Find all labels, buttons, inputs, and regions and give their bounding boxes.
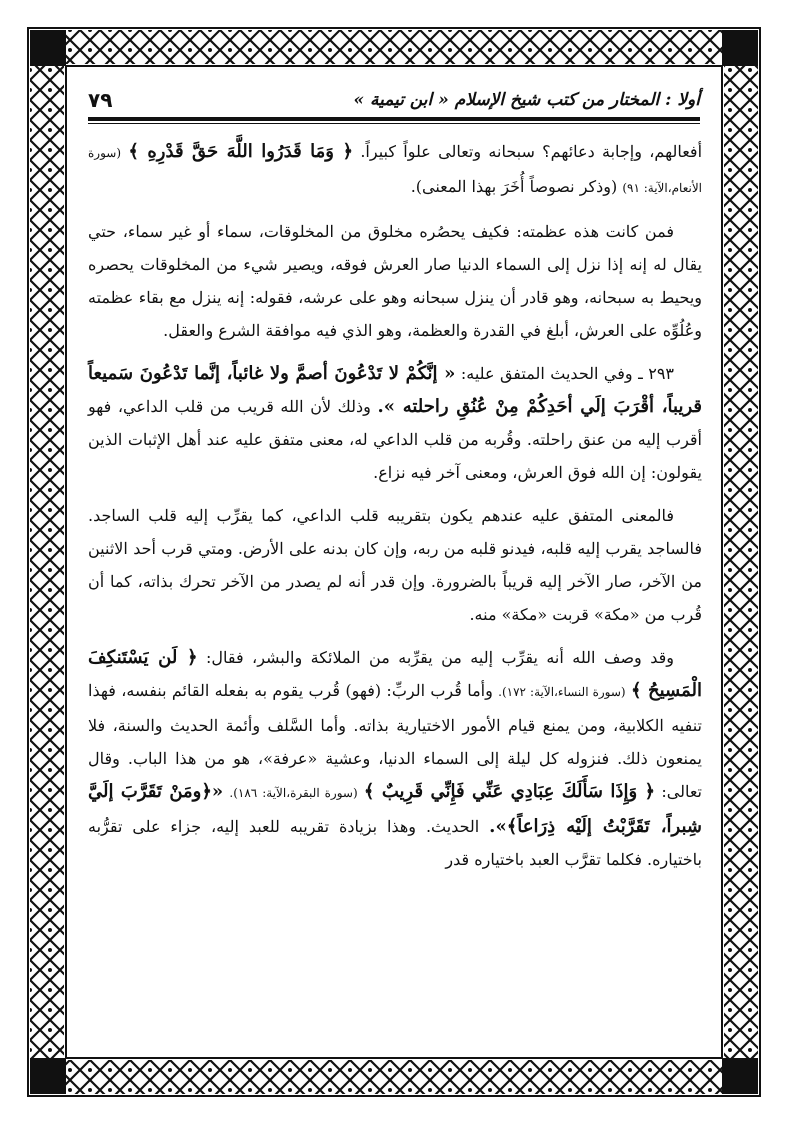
verse-reference-2: (سورة النساء،الآية: ١٧٢). (498, 685, 626, 699)
quran-verse-2: ﴿ لَن يَسْتَنكِفَ الْمَسِيحُ ﴾ (88, 647, 702, 701)
hadith-qudsi: «﴿ومَنْ تَقَرَّبَ إلَيَّ شِبراً، تَقَرَّبْتُ إلَيْه ذِرَاعاً﴾». (88, 781, 703, 837)
page-number: ٧٩ (88, 88, 113, 112)
hadith-text: « إنَّكُمْ لا تَدْعُونَ أصمَّ ولا غائباً، إنَّما تَدْعُونَ سَميعاً قريباً، أقْرَبَ إلَي أحَدِكُمْ مِنْ عُنُقِ راحلته ». (88, 363, 702, 417)
paragraph-5-text-c: الحديث. وهذا بزيادة تقريبه للعبد إليه، جزاء على تقرُّبه باختياره. فكلما تقرَّب العبد باختياره قدر (88, 817, 702, 869)
paragraph-2: فمن كانت هذه عظمته: فكيف يحصُره مخلوق من المخلوقات، سماء أو غير سماء، حتي يقال له إنه إذا نزل إلى السماء الدنيا صار العرش فوقه، ويصير شيء من المخلوقات يحصره ويحيط به سبحانه، وهو قادر أن ينزل سبحانه وهو على عرشه، فقوله: إنه ينزل مع بقاء عظمته وعُلُوِّه على العرش، أبلغ في القدرة والعظمة، وهو الذي فيه موافقة الشرع والعقل. (88, 222, 702, 340)
page-header (88, 86, 700, 116)
running-title: أولا : المختار من كتب شيخ الإسلام « ابن تيمية » (353, 90, 700, 110)
quran-verse-3: ﴿ وَإِذَا سَأَلَكَ عِبَادِي عَنِّي فَإِنِّي قَرِيبٌ ﴾ (363, 781, 656, 802)
header-rule-thin (88, 123, 700, 124)
paragraph-3-text: وذلك لأن الله قريب من قلب الداعي، فهو أقرب إليه من عنق راحلته. وقُربه من قلب الداعي له، معنى متفق عليه عند أهل الإثبات الذين يقولون: إن الله فوق العرش، ومعنى آخر فيه نزاع. (88, 397, 702, 482)
header-rule-thick (88, 117, 700, 121)
paragraph-4: فالمعنى المتفق عليه عندهم يكون بتقريبه قلب الداعي، كما يقرِّب إليه قلب الساجد. فالساجد يقرب إليه قلبه، فيدنو قلبه من ربه، وإن كان بدنه على الأرض. ومتي قرب أحد الاثنين من الآخر، صار الآخر إليه قريباً بالضرورة. وإن قدر أنه لم يصدر من الآخر تحرك بذاته، كما أن قُرب من «مكة» قربت «مكة» منه. (88, 506, 702, 624)
paragraph-1 (88, 135, 702, 205)
verse-reference-3: (سورة البقرة،الآية: ١٨٦). (229, 786, 358, 800)
paragraph-3 (88, 357, 702, 489)
paragraph-1-text: أفعالهم، وإجابة دعائهم؟ سبحانه وتعالى علواً كبيراً. (360, 142, 703, 161)
paragraph-5-text-b: وأما قُرب الربِّ: (فهو) قُرب يقوم به بفعله القائم بنفسه، فهذا تنفيه الكلابية، ومن يمنع قيام الأمور الاختيارية بذاته. وأما السَّلف وأئمة الحديث والسنة، فلا يمنعون ذلك. فنزوله كل ليلة إلى السماء الدنيا، وعشية «عرفة»، هو من هذا الباب. وقال تعالى: (88, 681, 703, 801)
paragraph-1-note: (وذكر نصوصاً أُخَرَ بهذا المعنى). (410, 177, 618, 196)
verse-reference: (سورة الأنعام،الآية: ٩١) (88, 146, 702, 195)
quran-verse: ﴿ وَمَا قَدَرُوا اللَّهَ حَقَّ قَدْرِهِ ﴾ (128, 141, 354, 162)
hadith-intro: ٢٩٣ ـ وفي الحديث المتفق عليه: (460, 364, 674, 383)
page-body (88, 135, 703, 869)
paragraph-5-text-a: وقد وصف الله أنه يقرِّب إليه من يقرِّبه من الملائكة والبشر، فقال: (205, 648, 674, 667)
paragraph-5 (88, 641, 702, 876)
